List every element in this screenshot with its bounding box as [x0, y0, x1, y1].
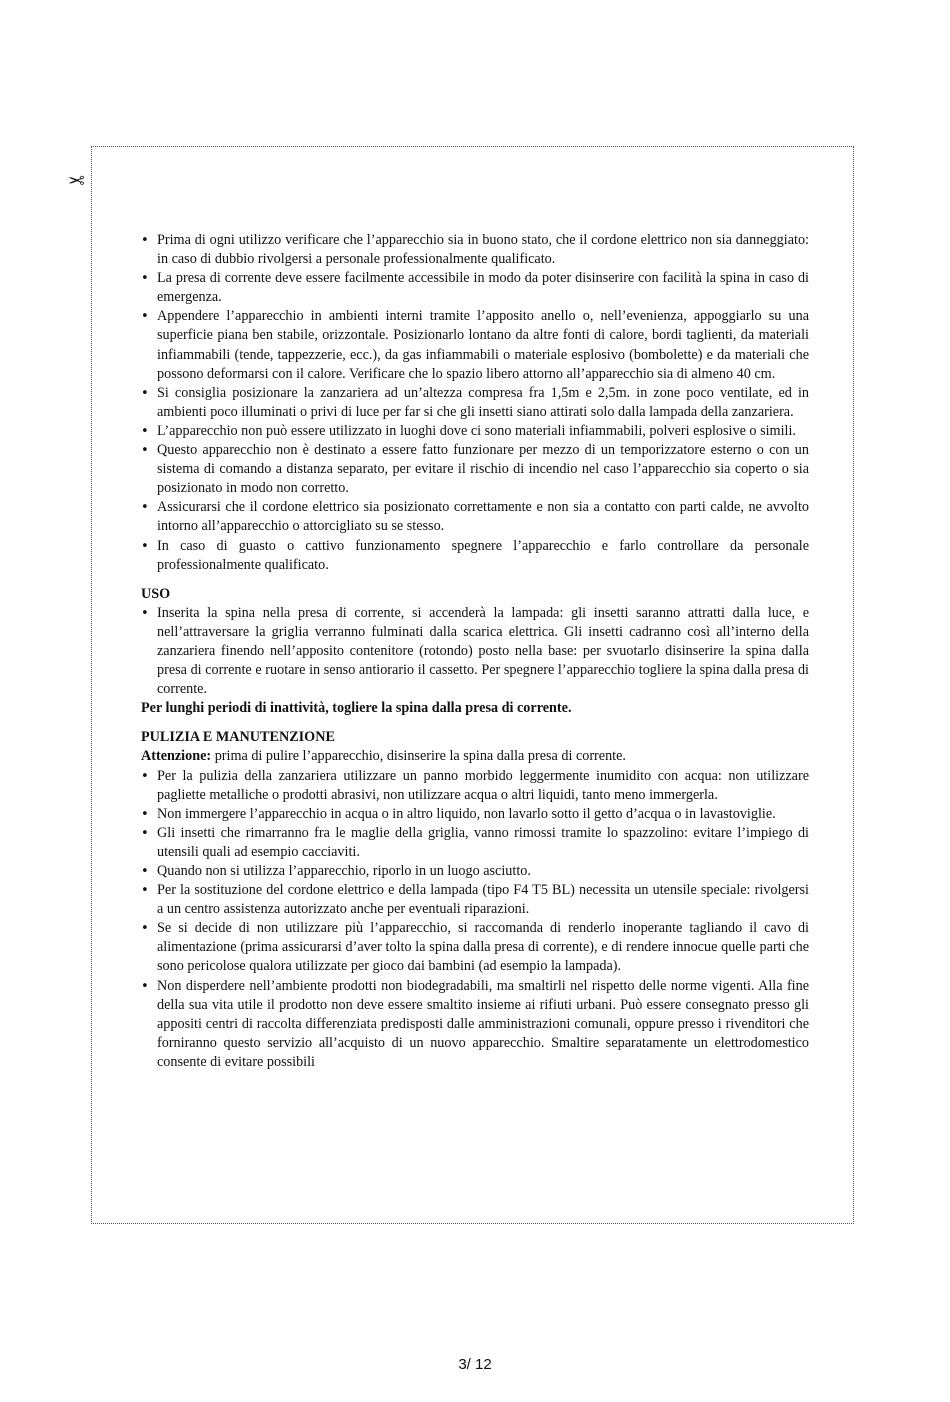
- list-item: • In caso di guasto o cattivo funzionamento spegnere l’apparecchio e farlo controllare da personale professionalmente qualificato.: [141, 537, 809, 575]
- attention-text: prima di pulire l’apparecchio, disinserire la spina dalla presa di corrente.: [211, 748, 626, 765]
- pulizia-list: [141, 767, 809, 1073]
- safety-list: [141, 231, 809, 575]
- list-item: • Assicurarsi che il cordone elettrico sia posizionato correttamente e non sia a contatto con parti calde, ne avvolto intorno all’apparecchio o attorcigliato su se stesso.: [141, 498, 809, 536]
- list-item: • L’apparecchio non può essere utilizzato in luoghi dove ci sono materiali infiammabili, polveri esplosive o simili.: [141, 422, 809, 441]
- list-item: • Si consiglia posizionare la zanzariera ad un’altezza compresa fra 1,5m e 2,5m. in zone poco ventilate, ed in ambienti poco illuminati o privi di luce per far si che gli insetti siano attirati solo dalla lampada della zanzariera.: [141, 384, 809, 422]
- list-item: • Per la sostituzione del cordone elettrico e della lampada (tipo F4 T5 BL) necessita un utensile speciale: rivolgersi a un centro assistenza autorizzato anche per eventuali riparazioni.: [141, 881, 809, 919]
- scissors-icon: ✂: [68, 168, 85, 192]
- list-item: • Non disperdere nell’ambiente prodotti non biodegradabili, ma smaltirli nel rispetto delle norme vigenti. Alla fine della sua vita utile il prodotto non deve essere smaltito insieme ai rifiuti urbani. Può essere consegnato presso gli appositi centri di raccolta differenziata predisposti dalle amministrazioni comunali, oppure presso i rivenditori che forniranno questo servizio all’acquisto di un nuovo apparecchio. Smaltire separatamente un elettrodomestico consente di evitare possibili: [141, 977, 809, 1072]
- list-item: • Quando non si utilizza l’apparecchio, riporlo in un luogo asciutto.: [141, 862, 809, 881]
- list-item: • Appendere l’apparecchio in ambienti interni tramite l’apposito anello o, nell’evenienza, appoggiarlo su una superficie piana ben stabile, orizzontale. Posizionarlo lontano da altre fonti di calore, bordi taglienti, da materiali infiammabili (tende, tappezzerie, ecc.), da gas infiammabili o materiale esplosivo (bombolette) e da materiali che possono deformarsi con il calore. Verificare che lo spazio libero attorno all’apparecchio sia di almeno 40 cm.: [141, 307, 809, 383]
- list-item: • Per la pulizia della zanzariera utilizzare un panno morbido leggermente inumidito con acqua: non utilizzare pagliette metalliche o prodotti abrasivi, non utilizzare acqua o altri liquidi, tanto meno immergerla.: [141, 767, 809, 805]
- section-heading-uso: USO: [141, 585, 171, 602]
- manual-text: [141, 231, 809, 1072]
- page-number: 3/ 12: [458, 1356, 492, 1373]
- section-heading-pulizia: PULIZIA E MANUTENZIONE: [141, 729, 335, 746]
- list-item: • Non immergere l’apparecchio in acqua o in altro liquido, non lavarlo sotto il getto d’acqua o in lavastoviglie.: [141, 805, 809, 824]
- list-item: • Gli insetti che rimarranno fra le maglie della griglia, vanno rimossi tramite lo spazzolino: evitare l’impiego di utensili quali ad esempio cacciaviti.: [141, 824, 809, 862]
- uso-note: Per lunghi periodi di inattività, togliere la spina dalla presa di corrente.: [141, 700, 572, 717]
- list-item: • Inserita la spina nella presa di corrente, si accenderà la lampada: gli insetti saranno attratti dalla luce, e nell’attraversare la griglia verranno fulminati dalla scarica elettrica. Gli insetti cadranno così all’interno della zanzariera finendo nell’apposito contenitore (rotondo) posto nella base: per svuotarlo disinserire la spina dalla presa di corrente e ruotare in senso antiorario il cassetto. Per spegnere l’apparecchio togliere la spina dalla presa di corrente.: [141, 604, 809, 699]
- uso-list: [141, 604, 809, 699]
- list-item: • La presa di corrente deve essere facilmente accessibile in modo da poter disinserire con facilità la spina in caso di emergenza.: [141, 269, 809, 307]
- attention-label: Attenzione:: [141, 748, 212, 765]
- list-item: • Prima di ogni utilizzo verificare che l’apparecchio sia in buono stato, che il cordone elettrico non sia danneggiato: in caso di dubbio rivolgersi a personale professionalmente qualificato.: [141, 231, 809, 269]
- attention-line: [141, 747, 809, 766]
- list-item: • Questo apparecchio non è destinato a essere fatto funzionare per mezzo di un temporizzatore esterno o con un sistema di comando a distanza separato, per evitare il rischio di incendio nel caso l’apparecchio sia coperto o sia posizionato in modo non corretto.: [141, 441, 809, 498]
- list-item: • Se si decide di non utilizzare più l’apparecchio, si raccomanda di renderlo inoperante tagliando il cavo di alimentazione (prima assicurarsi d’aver tolto la spina dalla presa di corrente), e di rendere innocue quelle parti che sono pericolose qualora utilizzate per gioco dai bambini (ad esempio la lampada).: [141, 919, 809, 976]
